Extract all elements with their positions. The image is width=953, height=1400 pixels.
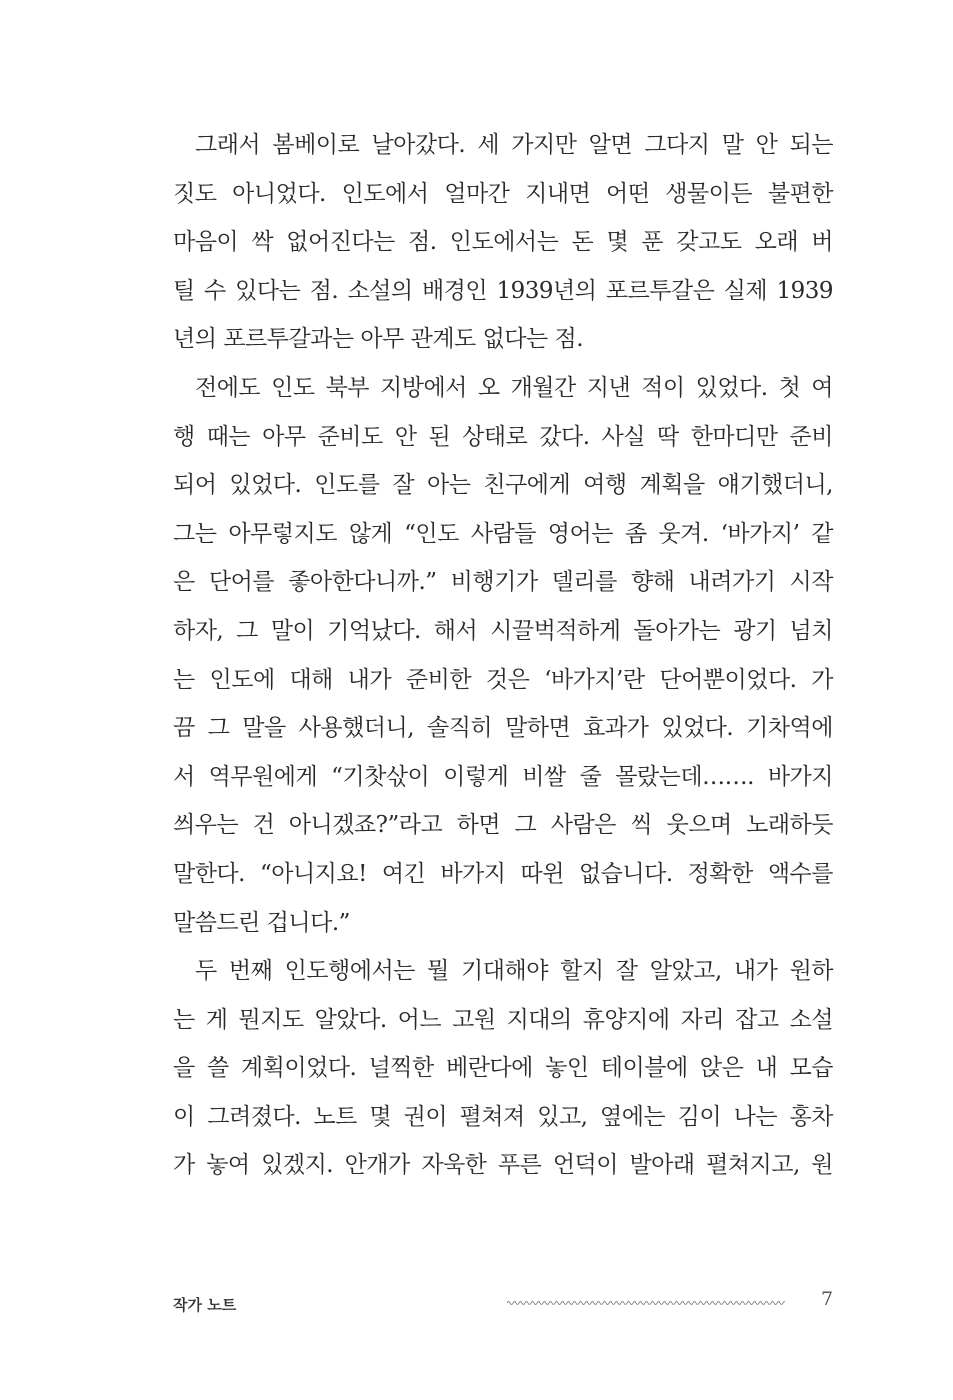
text-line: 짓도 아니었다. 인도에서 얼마간 지내면 어떤 생물이든 불편한 xyxy=(173,180,833,207)
text-line: 되어 있었다. 인도를 잘 아는 친구에게 여행 계획을 얘기했더니, xyxy=(173,472,833,499)
text-line: 그는 아무렇지도 않게 “인도 사람들 영어는 좀 웃겨. ‘바가지’ 같 xyxy=(173,520,833,547)
text-line: 끔 그 말을 사용했더니, 솔직히 말하면 효과가 있었다. 기차역에 xyxy=(173,715,833,742)
text-line: 틸 수 있다는 점. 소설의 배경인 1939년의 포르투갈은 실제 1939 xyxy=(173,277,833,304)
text-line: 전에도 인도 북부 지방에서 오 개월간 지낸 적이 있었다. 첫 여 xyxy=(195,374,833,401)
footer-section-title: 작가 노트 xyxy=(173,1296,237,1314)
text-line: 행 때는 아무 준비도 안 된 상태로 갔다. 사실 딱 한마디만 준비 xyxy=(173,423,833,450)
text-line: 씌우는 건 아니겠죠?”라고 하면 그 사람은 씩 웃으며 노래하듯 xyxy=(173,812,833,839)
text-line: 가 놓여 있겠지. 안개가 자욱한 푸른 언덕이 발아래 펼쳐지고, 원 xyxy=(173,1152,833,1179)
text-line: 이 그려졌다. 노트 몇 권이 펼쳐져 있고, 옆에는 김이 나는 홍차 xyxy=(173,1103,833,1130)
paragraph-1 xyxy=(173,124,833,367)
body-text xyxy=(173,124,833,1193)
text-line: 을 쓸 계획이었다. 널찍한 베란다에 놓인 테이블에 앉은 내 모습 xyxy=(173,1055,833,1082)
text-line: 두 번째 인도행에서는 뭘 기대해야 할지 잘 알았고, 내가 원하 xyxy=(195,958,833,985)
text-line: 말한다. “아니지요! 여긴 바가지 따윈 없습니다. 정확한 액수를 xyxy=(173,860,833,887)
text-line: 마음이 싹 없어진다는 점. 인도에서는 돈 몇 푼 갖고도 오래 버 xyxy=(173,229,833,256)
text-line: 는 게 뭔지도 알았다. 어느 고원 지대의 휴양지에 자리 잡고 소설 xyxy=(173,1006,833,1033)
text-line: 는 인도에 대해 내가 준비한 것은 ‘바가지’란 단어뿐이었다. 가 xyxy=(173,666,833,693)
paragraph-2 xyxy=(173,367,833,950)
text-line: 그래서 봄베이로 날아갔다. 세 가지만 알면 그다지 말 안 되는 xyxy=(195,132,833,158)
text-line: 서 역무원에게 “기찻삯이 이렇게 비쌀 줄 몰랐는데……. 바가지 xyxy=(173,763,833,790)
paragraph-3 xyxy=(173,950,833,1193)
text-line: 은 단어를 좋아한다니까.” 비행기가 델리를 향해 내려가기 시작 xyxy=(173,569,833,596)
page-number: 7 xyxy=(821,1288,834,1310)
text-line: 하자, 그 말이 기억났다. 해서 시끌벅적하게 돌아가는 광기 넘치 xyxy=(173,617,833,644)
text-line: 년의 포르투갈과는 아무 관계도 없다는 점. xyxy=(173,326,584,353)
text-line: 말씀드린 겁니다.” xyxy=(173,909,350,936)
wavy-divider xyxy=(507,1298,785,1308)
